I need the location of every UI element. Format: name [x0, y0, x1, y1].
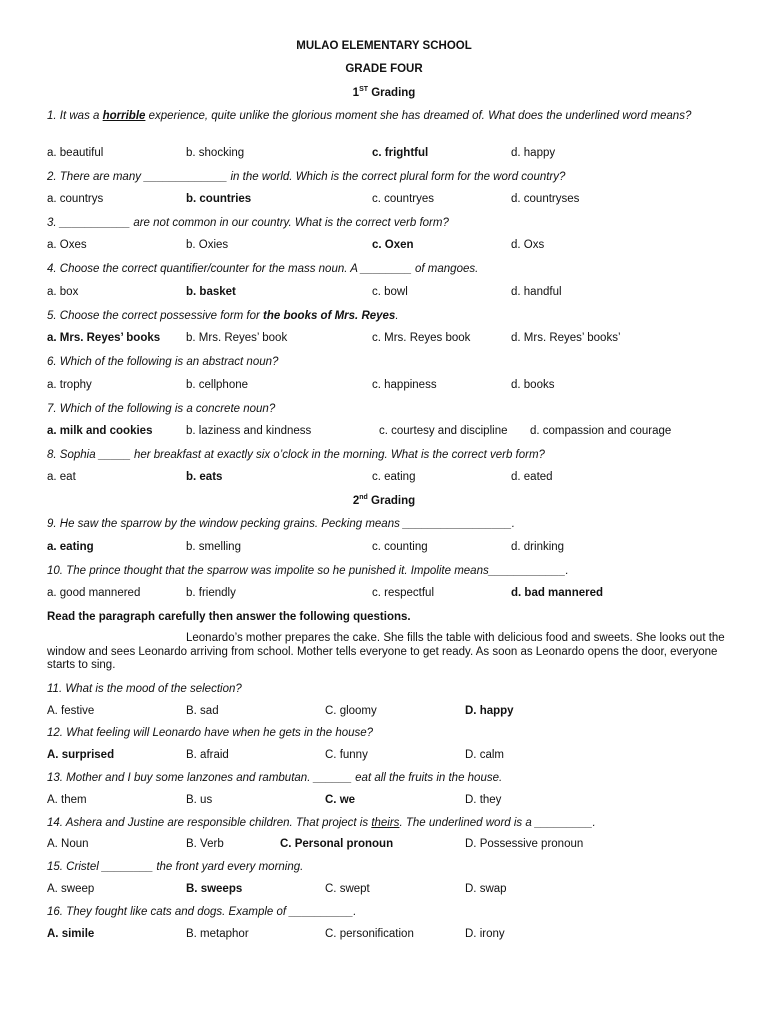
option-b: b. Mrs. Reyes’ book	[186, 332, 288, 344]
option-d-answer: D. happy	[465, 705, 514, 717]
option-d: D. calm	[465, 749, 504, 761]
option-d: D. irony	[465, 928, 505, 940]
option-b: B. us	[186, 794, 213, 806]
grading-word: Grading	[371, 86, 416, 99]
option-c-answer: c. frightful	[372, 147, 429, 159]
question-4: 4. Choose the correct quantifier/counter for the mass noun. A ________ of mangoes.	[47, 263, 479, 275]
option-a-answer: A. surprised	[47, 749, 115, 761]
option-c: C. personification	[325, 928, 414, 940]
option-d: d. Oxs	[511, 239, 545, 251]
question-text: . The underlined word is a _________.	[399, 817, 596, 829]
option-c-answer: C. Personal pronoun	[280, 838, 394, 850]
option-c: C. gloomy	[325, 705, 377, 717]
question-text: 5. Choose the correct possessive form for	[47, 310, 264, 322]
question-6: 6. Which of the following is an abstract noun?	[47, 356, 279, 368]
option-d: d. compassion and courage	[530, 425, 672, 437]
school-name: MULAO ELEMENTARY SCHOOL	[296, 40, 472, 52]
option-a: a. Oxes	[47, 239, 87, 251]
option-d: d. eated	[511, 471, 553, 483]
option-a: A. sweep	[47, 883, 95, 895]
grading-heading-1	[0, 86, 768, 99]
question-5	[47, 309, 737, 323]
grading-suffix: nd	[359, 494, 368, 501]
option-c: c. Mrs. Reyes book	[372, 332, 471, 344]
option-d: d. drinking	[511, 541, 565, 553]
option-b: B. afraid	[186, 749, 229, 761]
option-a: a. beautiful	[47, 147, 104, 159]
option-b: b. friendly	[186, 587, 236, 599]
option-a-answer: a. eating	[47, 541, 94, 553]
option-a-answer: A. simile	[47, 928, 95, 940]
grading-number: 2	[352, 494, 360, 507]
option-b: b. smelling	[186, 541, 241, 553]
question-2: 2. There are many _____________ in the world. Which is the correct plural form for the word country?	[47, 171, 566, 183]
question-9: 9. He saw the sparrow by the window pecking grains. Pecking means _________________.	[47, 518, 515, 530]
grading-word: Grading	[371, 494, 416, 507]
option-c: c. counting	[372, 541, 428, 553]
option-c: C. swept	[325, 883, 370, 895]
option-d: d. Mrs. Reyes’ books’	[511, 332, 621, 344]
option-a: a. box	[47, 286, 79, 298]
question-text: .	[395, 310, 399, 322]
option-a: a. good mannered	[47, 587, 141, 599]
question-1	[47, 109, 737, 123]
option-a: A. them	[47, 794, 87, 806]
option-d: D. swap	[465, 883, 507, 895]
option-c: c. bowl	[372, 286, 408, 298]
option-d: d. handful	[511, 286, 562, 298]
grading-suffix: ST	[359, 86, 369, 93]
question-text: 1. It was a	[47, 110, 103, 122]
option-a: a. countrys	[47, 193, 104, 205]
option-c: C. funny	[325, 749, 368, 761]
option-b-answer: B. sweeps	[186, 883, 243, 895]
question-15: 15. Cristel ________ the front yard every morning.	[47, 861, 304, 873]
reading-paragraph: Leonardo’s mother prepares the cake. She fills the table with delicious food and sweets. She looks out the window and sees Leonardo arriving from school. Mother tells everyone to get ready. As soon as Leonardo opens the door, everyone starts to sing.	[47, 632, 725, 671]
option-b: B. sad	[186, 705, 219, 717]
question-7: 7. Which of the following is a concrete noun?	[47, 403, 276, 415]
option-d: d. countryses	[511, 193, 580, 205]
option-c: c. eating	[372, 471, 416, 483]
question-10: 10. The prince thought that the sparrow was impolite so he punished it. Impolite means____________.	[47, 565, 569, 577]
option-a: A. Noun	[47, 838, 89, 850]
question-3: 3. ___________ are not common in our country. What is the correct verb form?	[47, 217, 449, 229]
option-a: a. eat	[47, 471, 76, 483]
question-16: 16. They fought like cats and dogs. Example of __________.	[47, 906, 357, 918]
question-text: 14. Ashera and Justine are responsible children. That project is	[47, 817, 372, 829]
option-a-answer: a. milk and cookies	[47, 425, 153, 437]
option-d-answer: d. bad mannered	[511, 587, 604, 599]
option-a-answer: a. Mrs. Reyes’ books	[47, 332, 161, 344]
question-12: 12. What feeling will Leonardo have when he gets in the house?	[47, 727, 374, 739]
option-c: c. respectful	[372, 587, 434, 599]
underlined-word: theirs	[371, 817, 400, 829]
option-b: b. shocking	[186, 147, 245, 159]
underlined-word: horrible	[102, 110, 146, 122]
option-b: b. Oxies	[186, 239, 229, 251]
question-11: 11. What is the mood of the selection?	[47, 683, 242, 695]
option-a: A. festive	[47, 705, 95, 717]
option-b-answer: b. eats	[186, 471, 223, 483]
option-b: B. Verb	[186, 838, 224, 850]
option-c: c. happiness	[372, 379, 437, 391]
option-c-answer: c. Oxen	[372, 239, 414, 251]
option-b-answer: b. countries	[186, 193, 252, 205]
option-d: d. happy	[511, 147, 556, 159]
question-text: experience, quite unlike the glorious moment she has dreamed of. What does the underlined word means?	[145, 110, 692, 122]
question-8: 8. Sophia _____ her breakfast at exactly six o’clock in the morning. What is the correct verb form?	[47, 449, 545, 461]
option-d: d. books	[511, 379, 555, 391]
grading-number: 1	[352, 86, 360, 99]
option-b: b. laziness and kindness	[186, 425, 312, 437]
question-13: 13. Mother and I buy some lanzones and rambutan. ______ eat all the fruits in the house.	[47, 772, 503, 784]
option-b: b. cellphone	[186, 379, 249, 391]
option-c: c. courtesy and discipline	[379, 425, 508, 437]
question-14	[47, 816, 737, 830]
option-a: a. trophy	[47, 379, 92, 391]
option-c: c. countryes	[372, 193, 434, 205]
option-c-answer: C. we	[325, 794, 356, 806]
bold-phrase: the books of Mrs. Reyes	[263, 310, 396, 322]
grade-title: GRADE FOUR	[345, 63, 423, 75]
reading-instruction: Read the paragraph carefully then answer the following questions.	[47, 611, 411, 623]
option-b: B. metaphor	[186, 928, 249, 940]
option-b-answer: b. basket	[186, 286, 236, 298]
grading-heading-2	[0, 494, 768, 507]
option-d: D. Possessive pronoun	[465, 838, 584, 850]
option-d: D. they	[465, 794, 502, 806]
